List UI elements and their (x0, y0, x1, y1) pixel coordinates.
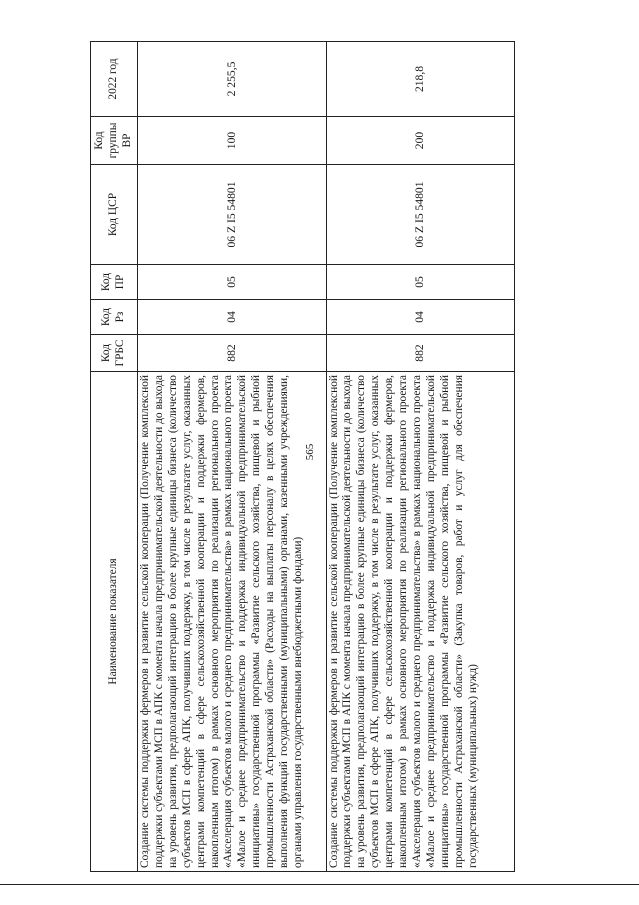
row-grbs-code: 882 (138, 335, 327, 372)
header-indicator-name: Наименование показателя (91, 372, 138, 872)
row-pr-code: 05 (138, 265, 327, 300)
row-indicator-name: Создание системы поддержки фермеров и развитие сельской кооперации (Получение комплексной поддержки субъектами МСП в АПК с момента начала предпринимательской деятельности до выхода на уровень развития, предполагающий интеграцию в более крупные единицы бизнеса (количество субъектов МСП в сфере АПК, получивших поддержку, в том числе в результате услуг, оказанных центрами компетенций в сфере сельскохозяйственной кооперации и поддержки фермеров, накопленным итогом) в рамках основного мероприятия по реализации регионального проекта «Акселерация субъектов малого и среднего предпринимательства» в рамках национального проекта «Малое и среднее предпринимательство и поддержка индивидуальной предпринимательской инициативы» государственной программы «Развитие сельского хозяйства, пищевой и рыбной промышленности Астраханской области» (Расходы на выплаты персоналу в целях обеспечения выполнения функций государственными (муниципальными) органами, казенными учреждениями, органами управления государственными внебюджетными фондами) (138, 372, 327, 872)
page-bottom-rule (0, 884, 639, 885)
row-rz-code: 04 (138, 300, 327, 335)
row-amount-2022: 218,8 (326, 42, 515, 117)
header-pr-code: Код ПР (91, 265, 138, 300)
row-grbs-code: 882 (326, 335, 515, 372)
header-year-2022: 2022 год (91, 42, 138, 117)
header-csr-code: Код ЦСР (91, 165, 138, 265)
row-vr-group-code: 200 (326, 117, 515, 165)
row-csr-code: 06 Z I5 54801 (326, 165, 515, 265)
header-rz-code: Код Рз (91, 300, 138, 335)
header-grbs-code: Код ГРБС (91, 335, 138, 372)
row-rz-code: 04 (326, 300, 515, 335)
row-indicator-name: Создание системы поддержки фермеров и развитие сельской кооперации (Получение комплексной поддержки субъектами МСП в АПК с момента начала предпринимательской деятельности до выхода на уровень развития, предполагающий интеграцию в более крупные единицы бизнеса (количество субъектов МСП в сфере АПК, получивших поддержку, в том числе в результате услуг, оказанных центрами компетенций в сфере сельскохозяйственной кооперации и поддержки фермеров, накопленным итогом) в рамках основного мероприятия по реализации регионального проекта «Акселерация субъектов малого и среднего предпринимательства» в рамках национального проекта «Малое и среднее предпринимательство и поддержка индивидуальной предпринимательской инициативы» государственной программы «Развитие сельского хозяйства, пищевой и рыбной промышленности Астраханской области» (Закупка товаров, работ и услуг для обеспечения государственных (муниципальных) нужд) (326, 372, 515, 872)
page-number: 565 (304, 443, 316, 461)
row-amount-2022: 2 255,5 (138, 42, 327, 117)
rotated-page-content (90, 42, 515, 872)
row-vr-group-code: 100 (138, 117, 327, 165)
budget-table (90, 41, 515, 872)
table-header-row (91, 42, 138, 872)
table-row (326, 42, 515, 872)
row-pr-code: 05 (326, 265, 515, 300)
table-row (138, 42, 327, 872)
row-csr-code: 06 Z I5 54801 (138, 165, 327, 265)
header-vr-group-code: Код группы ВР (91, 117, 138, 165)
